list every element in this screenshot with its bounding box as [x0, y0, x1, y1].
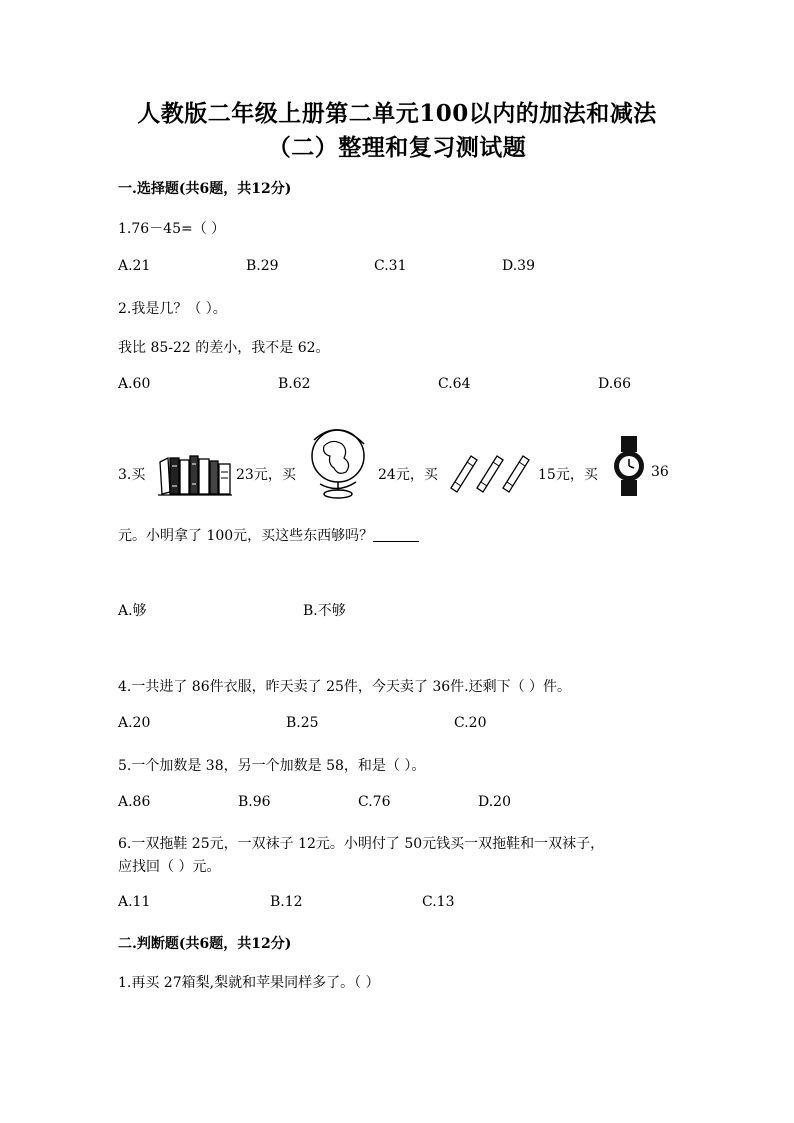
- question-2-options: [118, 376, 718, 396]
- books-icon: [156, 452, 234, 496]
- answer-blank[interactable]: [373, 527, 419, 542]
- page-title: 人教版二年级上册第二单元100以内的加法和减法: [137, 100, 657, 127]
- question-4-options: [118, 715, 718, 735]
- option-b[interactable]: B.25: [286, 715, 319, 731]
- option-c[interactable]: C.76: [358, 794, 391, 810]
- option-b[interactable]: B.62: [278, 376, 311, 392]
- page-subtitle: （二）整理和复习测试题: [267, 134, 527, 161]
- option-c[interactable]: C.31: [374, 258, 407, 274]
- option-a[interactable]: A.20: [118, 715, 151, 731]
- question-3: [118, 430, 678, 502]
- option-d[interactable]: D.39: [502, 258, 535, 274]
- question-3-stem-line2: [118, 525, 419, 545]
- option-c[interactable]: C.64: [438, 376, 471, 392]
- question-5-options: [118, 794, 718, 814]
- question-2-stem: 2.我是几？（ ）。: [118, 301, 227, 317]
- judgement-1-stem: 1.再买 27箱梨,梨就和苹果同样多了。（ ）: [118, 975, 380, 991]
- option-a[interactable]: A.86: [118, 794, 151, 810]
- books-price: 23元，买: [236, 467, 296, 483]
- option-b[interactable]: B.96: [238, 794, 271, 810]
- question-1-stem: 1.76－45=（ ）: [118, 221, 226, 237]
- question-1-options: [118, 258, 718, 278]
- question-5-stem: 5.一个加数是 38，另一个加数是 58，和是（ ）。: [118, 758, 426, 774]
- option-d[interactable]: D.66: [598, 376, 631, 392]
- question-3-question: 元。小明拿了 100元，买这些东西够吗？: [118, 528, 374, 544]
- option-a[interactable]: A.21: [118, 258, 151, 274]
- question-6-options: [118, 894, 718, 914]
- watch-price: 36: [651, 464, 669, 480]
- question-4-stem: 4.一共进了 86件衣服，昨天卖了 25件，今天卖了 36件.还剩下（ ）件。: [118, 679, 572, 695]
- section-heading-choice: 一.选择题(共6题，共12分): [118, 181, 292, 197]
- globe-icon: [302, 424, 374, 500]
- globe-price: 24元，买: [378, 467, 438, 483]
- option-a[interactable]: A.够: [118, 603, 147, 619]
- watch-icon: [612, 434, 646, 498]
- pens-icon: [445, 446, 537, 494]
- option-a[interactable]: A.60: [118, 376, 151, 392]
- pens-price: 15元，买: [538, 467, 598, 483]
- section-heading-judgement: 二.判断题(共6题，共12分): [118, 936, 292, 952]
- option-b[interactable]: B.29: [246, 258, 279, 274]
- option-b[interactable]: B.12: [270, 894, 303, 910]
- question-6-stem-line1: 6.一双拖鞋 25元，一双袜子 12元。小明付了 50元钱买一双拖鞋和一双袜子，: [118, 836, 605, 852]
- question-3-options: [118, 600, 718, 620]
- option-c[interactable]: C.20: [454, 715, 487, 731]
- option-b[interactable]: B.不够: [303, 603, 346, 619]
- option-c[interactable]: C.13: [422, 894, 455, 910]
- question-3-prefix: 3.买: [118, 467, 146, 483]
- option-a[interactable]: A.11: [118, 894, 151, 910]
- option-d[interactable]: D.20: [478, 794, 511, 810]
- question-6-stem-line2: 应找回（ ）元。: [118, 859, 221, 875]
- question-2-detail: 我比 85-22 的差小，我不是 62。: [118, 340, 330, 356]
